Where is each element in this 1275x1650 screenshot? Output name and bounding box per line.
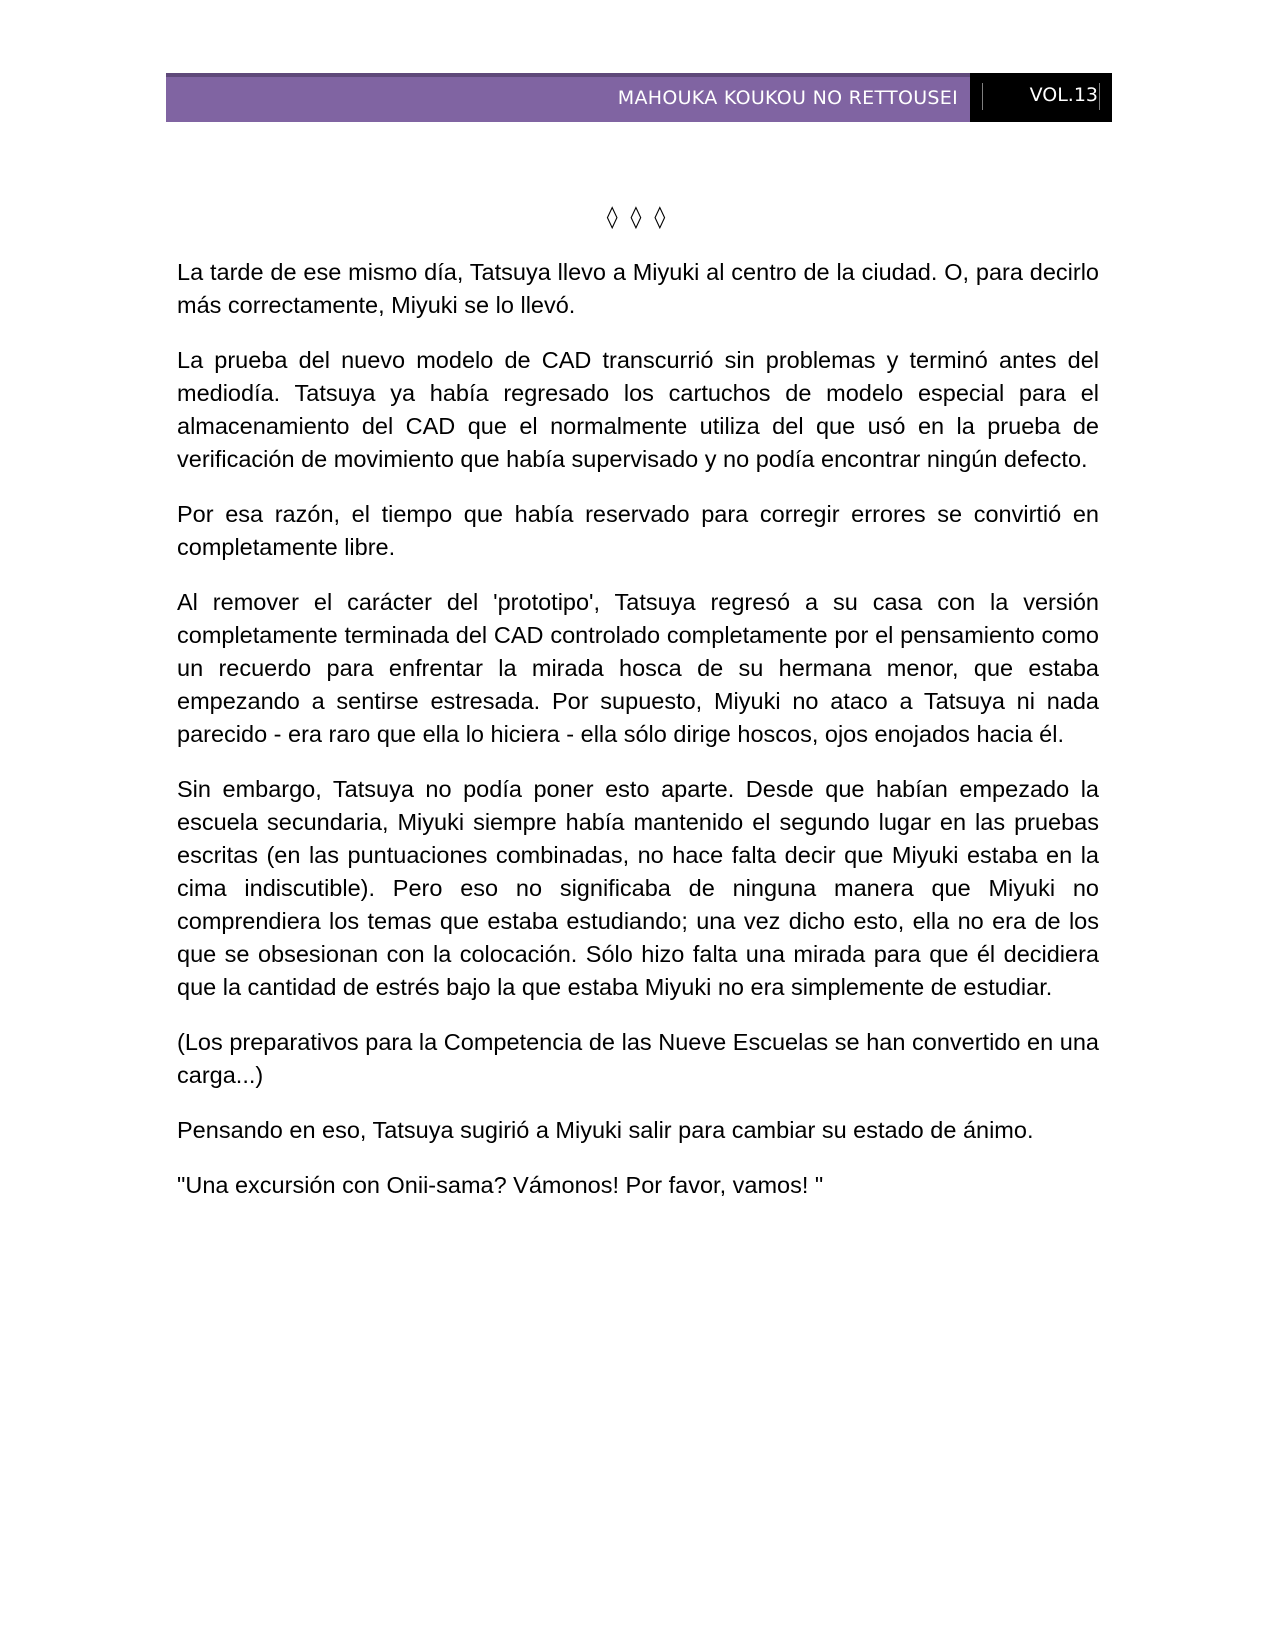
paragraph: La prueba del nuevo modelo de CAD transcurrió sin problemas y terminó antes del mediodía. Tatsuya ya había regresado los cartuchos de modelo especial para el almacenamiento del CAD que el normalmente utiliza del que usó en la prueba de verificación de movimiento que había supervisado y no podía encontrar ningún defecto. (177, 347, 1099, 472)
page-header (166, 73, 1112, 122)
paragraph: Por esa razón, el tiempo que había reservado para corregir errores se convirtió en completamente libre. (177, 501, 1099, 560)
paragraph: La tarde de ese mismo día, Tatsuya llevo a Miyuki al centro de la ciudad. O, para decirlo más correctamente, Miyuki se lo llevó. (177, 259, 1099, 318)
paragraph: (Los preparativos para la Competencia de las Nueve Escuelas se han convertido en una carga...) (177, 1029, 1099, 1088)
series-title: MAHOUKA KOUKOU NO RETTOUSEI (617, 87, 958, 109)
header-volume-box (970, 73, 1112, 122)
paragraph: Al remover el carácter del 'prototipo', Tatsuya regresó a su casa con la versión completamente terminada del CAD controlado completamente por el pensamiento como un recuerdo para enfrentar la mirada hosca de su hermana menor, que estaba empezando a sentirse estresada. Por supuesto, Miyuki no ataco a Tatsuya ni nada parecido - era raro que ella lo hiciera - ella sólo dirige hoscos, ojos enojados hacia él. (177, 589, 1099, 747)
volume-label: VOL.13 (1029, 84, 1098, 106)
paragraph: Pensando en eso, Tatsuya sugirió a Miyuki salir para cambiar su estado de ánimo. (177, 1117, 1034, 1143)
paragraph: Sin embargo, Tatsuya no podía poner esto aparte. Desde que habían empezado la escuela secundaria, Miyuki siempre había mantenido el segundo lugar en las pruebas escritas (en las puntuaciones combinadas, no hace falta decir que Miyuki estaba en la cima indiscutible). Pero eso no significaba de ninguna manera que Miyuki no comprendiera los temas que estaba estudiando; una vez dicho esto, ella no era de los que se obsesionan con la colocación. Sólo hizo falta una mirada para que él decidiera que la cantidad de estrés bajo la que estaba Miyuki no era simplemente de estudiar. (177, 776, 1099, 1000)
volume-divider-right (1099, 83, 1100, 110)
header-title-bar (166, 73, 970, 122)
paragraph: "Una excursión con Onii-sama? Vámonos! Por favor, vamos! " (177, 1172, 824, 1198)
volume-divider-left (982, 83, 983, 110)
document-body (177, 256, 1099, 1224)
scene-break-separator: ◊ ◊ ◊ (606, 205, 669, 230)
